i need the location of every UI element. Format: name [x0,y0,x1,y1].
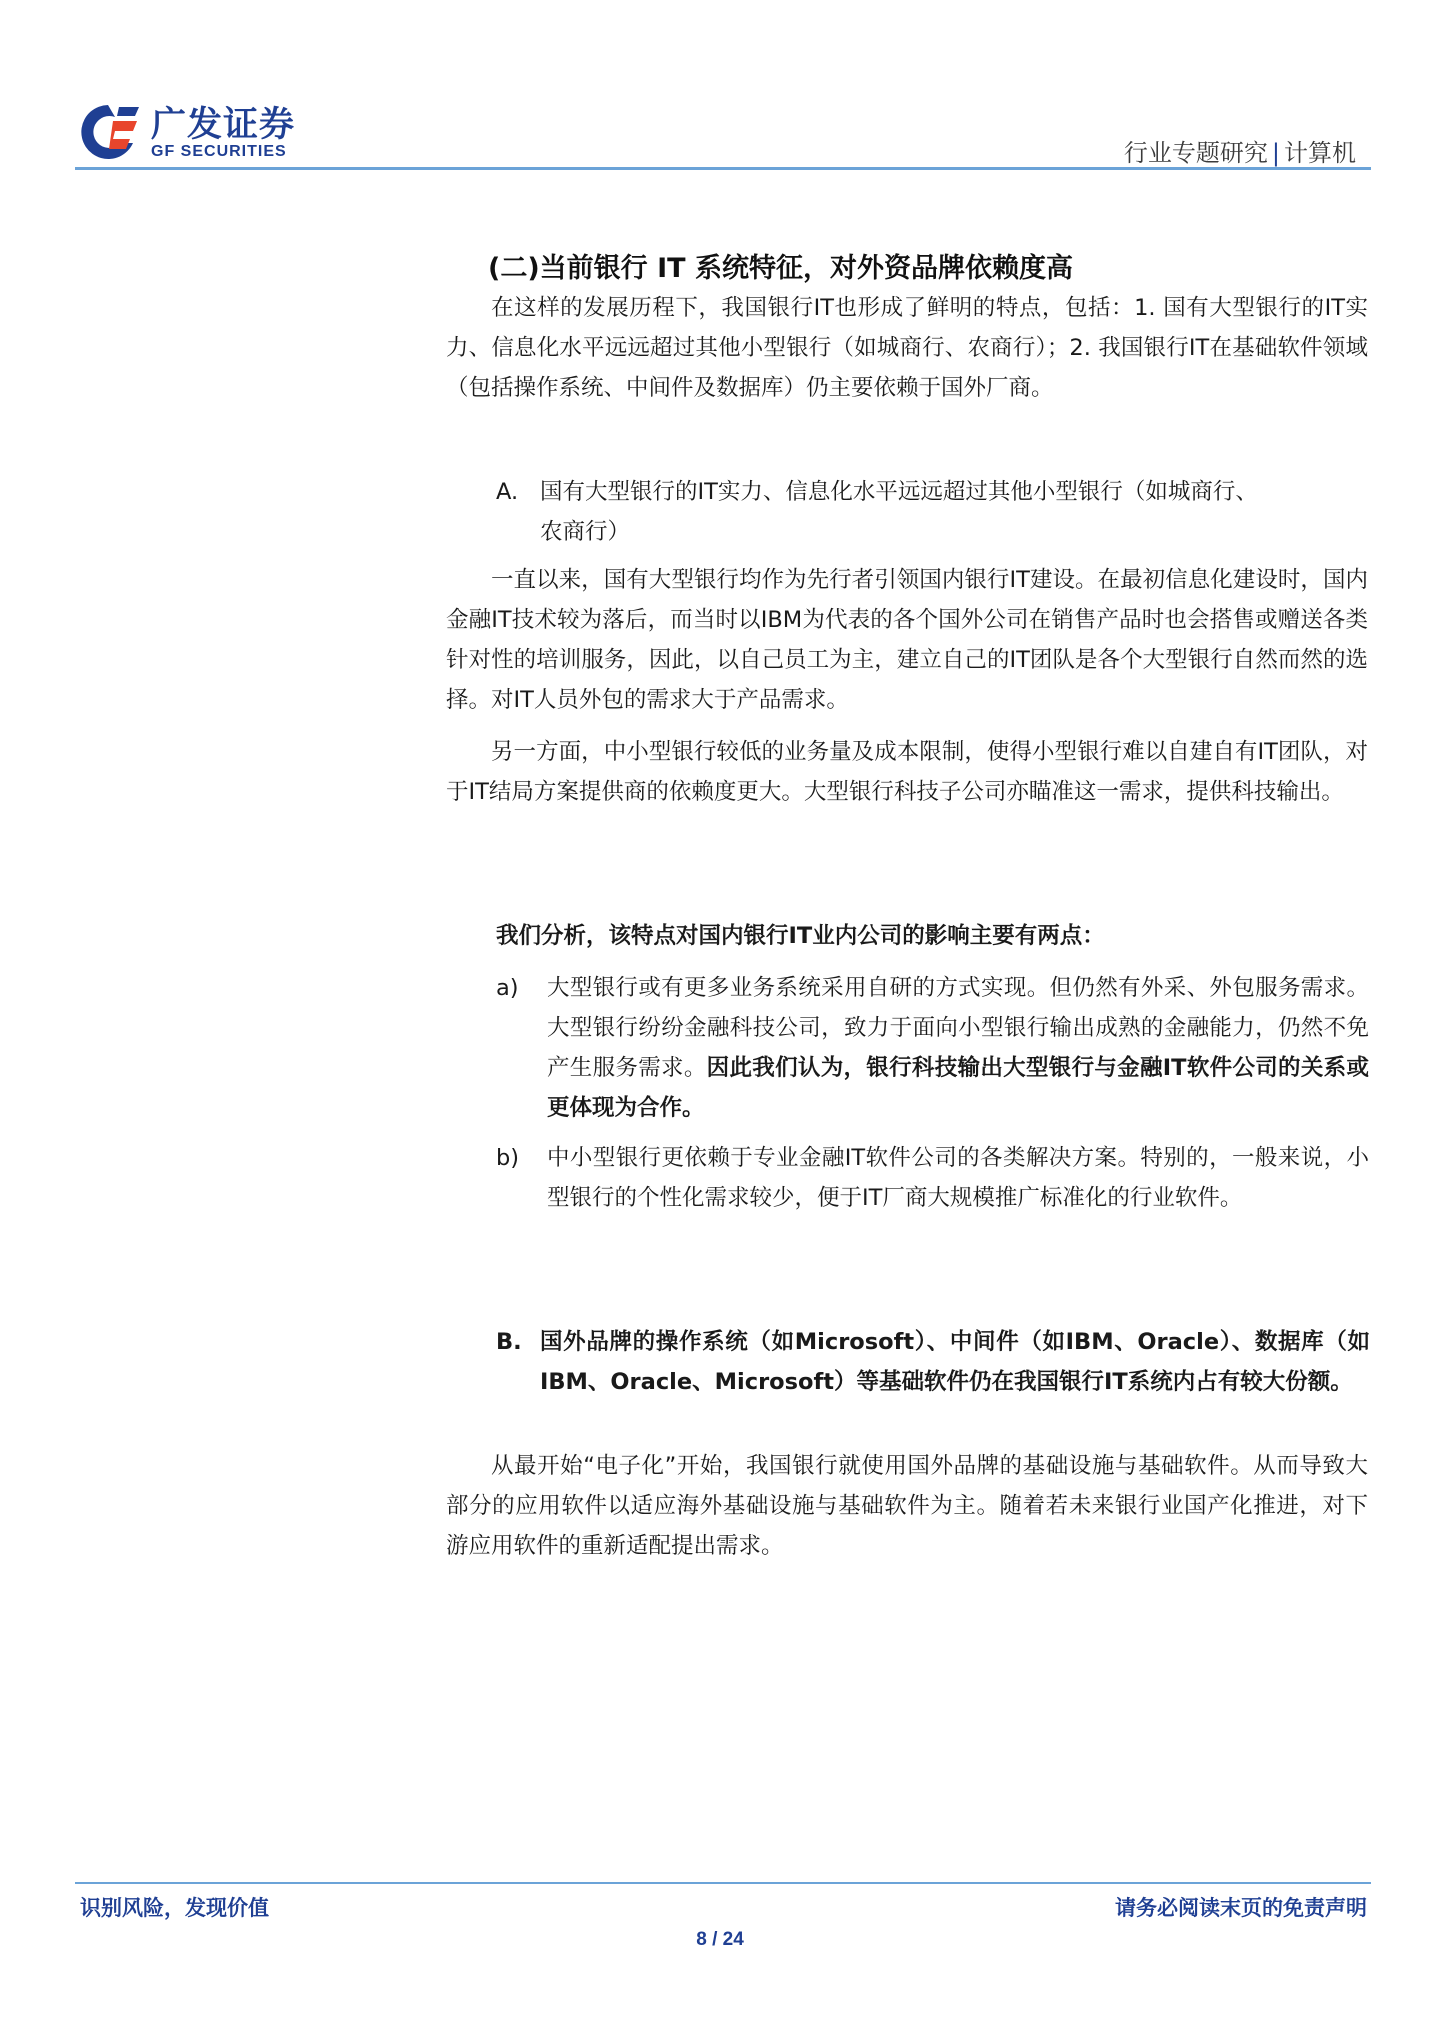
point-a-label: A. [496,479,519,505]
report-category [1124,133,1356,168]
point-a-title [540,472,1370,552]
point-a-paragraph-1: 一直以来，国有大型银行均作为先行者引领国内银行IT建设。在最初信息化建设时，国内金融IT技术较为落后，而当时以IBM为代表的各个国外公司在销售产品时也会搭售或赠送各类针对性的培训服务，因此，以自己员工为主，建立自己的IT团队是各个大型银行自然而然的选择。对IT人员外包的需求大于产品需求。 [446,567,1368,713]
logo-chinese-text: 广发证券 [151,105,296,145]
point-b-paragraph: 从最开始“电子化”开始，我国银行就使用国外品牌的基础设施与基础软件。从而导致大部分的应用软件以适应海外基础设施与基础软件为主。随着若未来银行业国产化推进，对下游应用软件的重新适配提出需求。 [446,1453,1368,1559]
header-separator: | [1271,139,1280,167]
footer-rule [75,1882,1371,1884]
section-title: (二)当前银行 IT 系统特征，对外资品牌依赖度高 [488,253,1073,284]
analysis-item-a-conclusion: 因此我们认为，银行科技输出大型银行与金融IT软件公司的关系或更体现为合作。 [547,1055,1369,1121]
footer-slogan: 识别风险，发现价值 [80,1896,269,1920]
analysis-item-b-text: 中小型银行更依赖于专业金融IT软件公司的各类解决方案。特别的，一般来说，小型银行的个性化需求较少，便于IT厂商大规模推广标准化的行业软件。 [547,1145,1369,1211]
point-a-title-line1: 国有大型银行的IT实力、信息化水平远远超过其他小型银行（如城商行、 [540,479,1258,505]
gf-securities-logo [75,95,395,170]
analysis-item-a [547,968,1369,1128]
footer-disclaimer: 请务必阅读末页的免责声明 [1115,1896,1367,1920]
report-sector: 计算机 [1284,139,1356,167]
analysis-heading: 我们分析，该特点对国内银行IT业内公司的影响主要有两点： [496,923,1105,949]
section-intro: 在这样的发展历程下，我国银行IT也形成了鲜明的特点，包括：1. 国有大型银行的IT实力、信息化水平远远超过其他小型银行（如城商行、农商行）；2. 我国银行IT在基础软件领域（包括操作系统、中间件及数据库）仍主要依赖于国外厂商。 [446,295,1368,401]
page-number: 8 / 24 [696,1929,744,1950]
point-a-title-line2: 农商行） [540,519,631,545]
gf-logo-icon [75,99,141,165]
analysis-item-a-text: 大型银行或有更多业务系统采用自研的方式实现。但仍然有外采、外包服务需求。大型银行纷纷金融科技公司，致力于面向小型银行输出成熟的金融能力，仍然不免产生服务需求。 [547,975,1369,1081]
point-b-label: B. [496,1329,522,1355]
point-b-title: 国外品牌的操作系统（如Microsoft）、中间件（如IBM、Oracle）、数据库（如IBM、Oracle、Microsoft）等基础软件仍在我国银行IT系统内占有较大份额。 [540,1329,1370,1395]
analysis-item-b-label: b) [496,1145,520,1171]
logo-english-text: GF SECURITIES [151,143,287,160]
analysis-item-a-label: a) [496,975,519,1001]
point-a-paragraph-2: 另一方面，中小型银行较低的业务量及成本限制，使得小型银行难以自建自有IT团队，对于IT结局方案提供商的依赖度更大。大型银行科技子公司亦瞄准这一需求，提供科技输出。 [446,739,1368,805]
page-header [75,95,1371,170]
header-rule [75,167,1371,170]
report-type: 行业专题研究 [1123,139,1268,167]
